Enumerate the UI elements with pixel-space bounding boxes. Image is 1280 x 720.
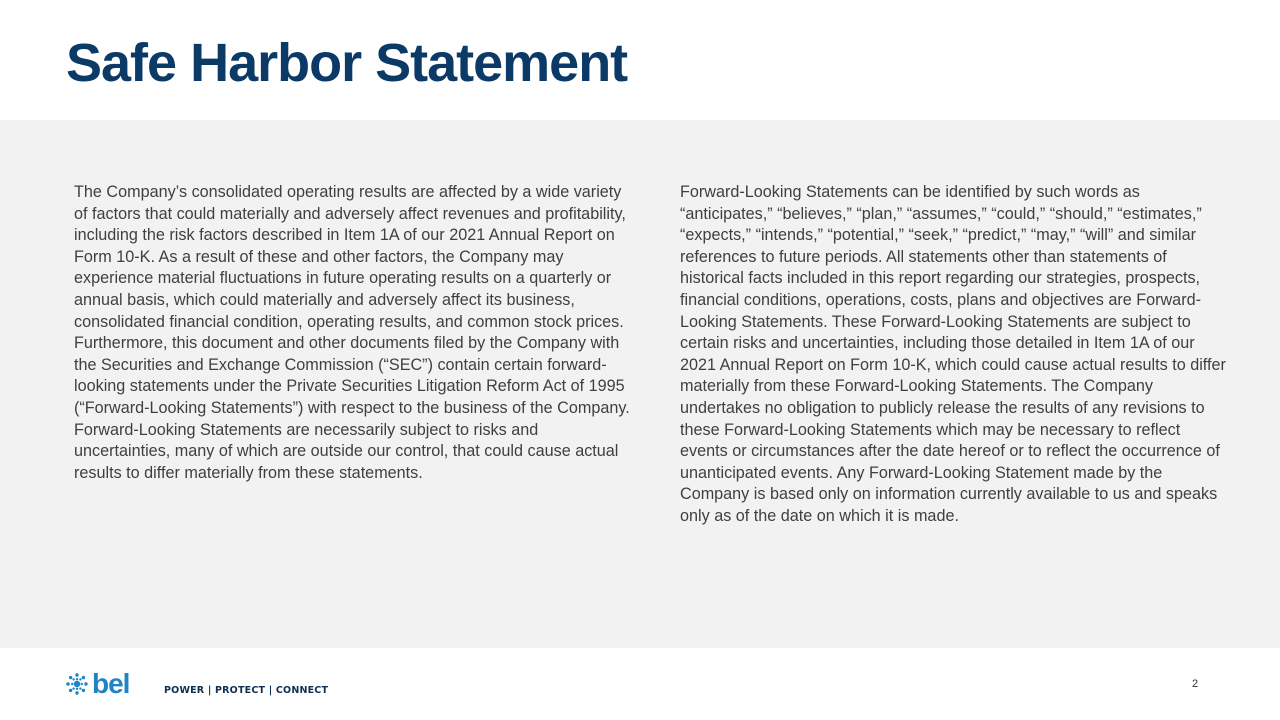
- left-paragraph: The Company’s consolidated operating results are affected by a wide variety of factors that could materially and adversely affect revenues and profitability, including the risk factors described in Item 1A of our 2021 Annual Report on Form 10-K. As a result of these and other factors, the Company may experience material fluctuations in future operating results on a quarterly or annual basis, which could materially and adversely affect its business, consolidated financial condition, operating results, and common stock prices. Furthermore, this document and other documents filed by the Company with the Securities and Exchange Commission (“SEC”) contain certain forward-looking statements under the Private Securities Litigation Reform Act of 1995 (“Forward-Looking Statements”) with respect to the business of the Company. Forward-Looking Statements are necessarily subject to risks and uncertainties, many of which are outside our control, that could cause actual results to differ materially from these statements.: [74, 183, 630, 482]
- logo-wordmark: bel: [92, 668, 130, 699]
- footer: [0, 648, 1280, 720]
- content-area: [0, 120, 1280, 648]
- page-number: 2: [1192, 678, 1199, 690]
- tagline: POWER | PROTECT | CONNECT: [164, 685, 329, 696]
- bel-sunburst-logo-icon: [64, 671, 90, 697]
- right-paragraph: Forward-Looking Statements can be identified by such words as “anticipates,” “believes,” “plan,” “assumes,” “could,” “should,” “estimates,” “expects,” “intends,” “potential,” “seek,” “predict,” “may,” “will” and similar references to future periods. All statements other than statements of historical facts included in this report regarding our strategies, prospects, financial conditions, operations, costs, plans and objectives are Forward-Looking Statements. These Forward-Looking Statements are subject to certain risks and uncertainties, including those detailed in Item 1A of our 2021 Annual Report on Form 10-K, which could cause actual results to differ materially from these Forward-Looking Statements. The Company undertakes no obligation to publicly release the results of any revisions to these Forward-Looking Statements which may be necessary to reflect events or circumstances after the date hereof or to reflect the occurrence of unanticipated events. Any Forward-Looking Statement made by the Company is based only on information currently available to us and speaks only as of the date on which it is made.: [680, 183, 1226, 525]
- page-title: Safe Harbor Statement: [66, 33, 628, 93]
- company-logo: [64, 670, 129, 698]
